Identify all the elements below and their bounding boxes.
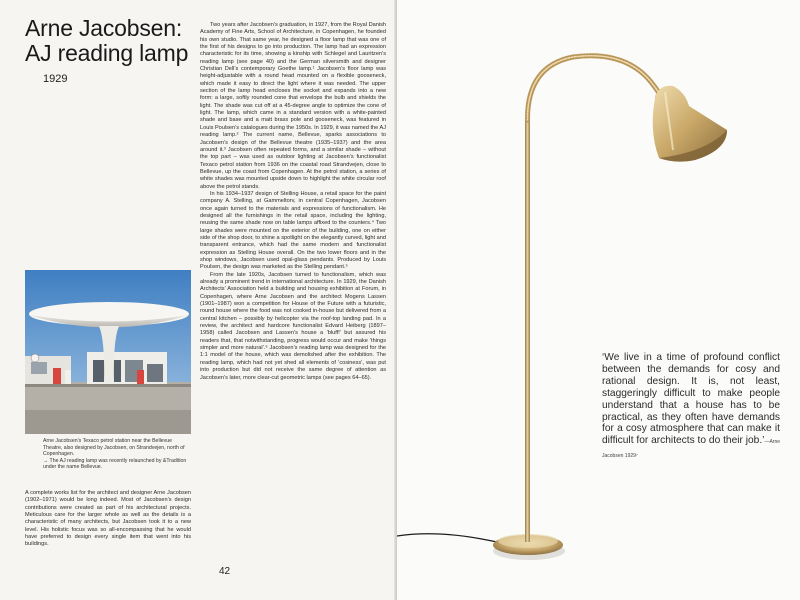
bellevue-lamp-illustration: [397, 0, 800, 600]
body-text-column: [200, 22, 386, 382]
title-line-1: Arne Jacobsen:: [25, 15, 183, 41]
page-number: 42: [219, 566, 231, 577]
left-page: [0, 0, 396, 600]
body-paragraph-3: From the late 1920s, Jacobsen turned to functionalism, which was already a prominent trend in international architecture. In 1929, the Danish Architects’ Association held a building and housing exhibition at Forum, in Copenhagen, where Arne Jacobsen and the architect Mogens Lassen (1901–1987) won a competition for House of the Future with a futuristic, round house where the food was not cooked in-house but delivered from a central kitchen – possibly by helicopter via the roof-top landing pad. In a review, the architect and hardcore functionalist Edvard Heiberg (1897–1958) called Jacobsen and Lassen’s house a ‘bluff!’ but assured his readers that, that notwithstanding, progress would occur and make ‘things simpler and more natural’.⁶ Jacobsen’s reading lamp was designed for the 1:1 model of the house, which was demolished after the exhibition. The reading lamp, which had not yet shed all elements of ‘cosiness’, was put into production but did not receive the same degree of attention as Jacobsen’s later, more clear-cut geometric lamps (see pages 64–65).: [200, 271, 386, 381]
pull-quote: [602, 352, 780, 463]
quote-text: ‘We live in a time of profound conflict between the demands for cosy and rational design. It is, not least, staggeringly difficult to make people understand that a house has to be practical, as they often have demands for a cosy atmosphere that can make it difficult for architects to do their job.’: [602, 352, 780, 447]
body-paragraph-1: Two years after Jacobsen’s graduation, in 1927, from the Royal Danish Academy of Fine Arts, School of Architecture, in Copenhagen, he founded his own studio. That same year, he designed a floor lamp that was one of the first of his designs to go into production. The lamp had an expression characteristic for its time, showing a kinship with Schlegel and Lauritzen’s reading lamp (see page 40) and the German silversmith and designer Christian Dell’s contemporary Goethe lamp.¹ Jacobsen’s floor lamp was height-adjustable with a round head mounted on a flexible gooseneck, which made it easy to direct the light where it was needed. The upper section of the lamp head encloses the socket and expands into a new form: a large, softly rounded cone that envelops the bulb and shields the light. The shade was cut off at a 45-degree angle to optimize the cone of light. The lamp, which came in a standard version with a white-painted shade and base and a matt brass pole and gooseneck, was featured in Louis Poulsen’s catalogues during the 1950s. In 1929, it was named the AJ reading lamp.² The current name, Bellevue, sparks associations to Jacobsen’s design of the Bellevue theatre (1935–1937) and the area around it.³ Jacobsen often repeated forms, and a similar shade – without the top part – was used as outdoor lighting at Jacobsen’s functionalist Texaco petrol station from 1936 on the coastal road Strandvejen, close to Bellevue, up the coast from Copenhagen. At the petrol station, a series of white shades was mounted upside down to highlight the white circular roof above the petrol stands.: [200, 22, 386, 190]
page-title: [25, 16, 200, 66]
caption-line-2: → The AJ reading lamp was recently relaunched by &Tradition under the name Bellevue.: [43, 457, 187, 470]
quote-attribution: —Arne Jacobsen 1929⁷: [602, 439, 780, 460]
right-page: [397, 0, 800, 600]
intro-paragraph: A complete works list for the architect and designer Arne Jacobsen (1902–1971) would be long indeed. Most of Jacobsen’s design contributions were created as part of his architectural projects. Meticulous care for the larger whole as well as the details is a characteristic of many architects, but Jacobsen took it to a new level. His holistic focus was so all-encompassing that he would have preferred to design every single item that went into his buildings.: [25, 490, 191, 548]
texaco-station-photo: [25, 270, 191, 434]
caption-line-1: Arne Jacobsen’s Texaco petrol station near the Bellevue Theatre, also designed by Jacobsen, on Strandvejen, north of Copenhagen.: [43, 438, 185, 457]
title-line-2: AJ reading lamp: [25, 40, 189, 66]
body-paragraph-2: In his 1934–1937 design of Stelling House, a retail space for the paint company A. Stelling, at Gammeltorv, in central Copenhagen, Jacobsen once again turned to the materials and expressions of functionalism. He designed all the furnishings in the retail space, including the lighting, reusing the same shade now on table lamps affixed to the counters.⁴ Two large shades were mounted on the exterior of the building, one on either side of the shop door, to shine a spotlight on the elegantly curved, light and transparent entrance, which had the same modern and functionalist expression as Stelling House overall. On the two lower floors and in the shop windows, Jacobsen used opal-glass pendants. Produced by Louis Poulsen, the design was marketed as the Stelling pendant.⁵: [200, 190, 386, 271]
design-year: 1929: [43, 73, 68, 85]
photo-caption: [43, 438, 191, 471]
texaco-station-illustration: [25, 270, 191, 434]
